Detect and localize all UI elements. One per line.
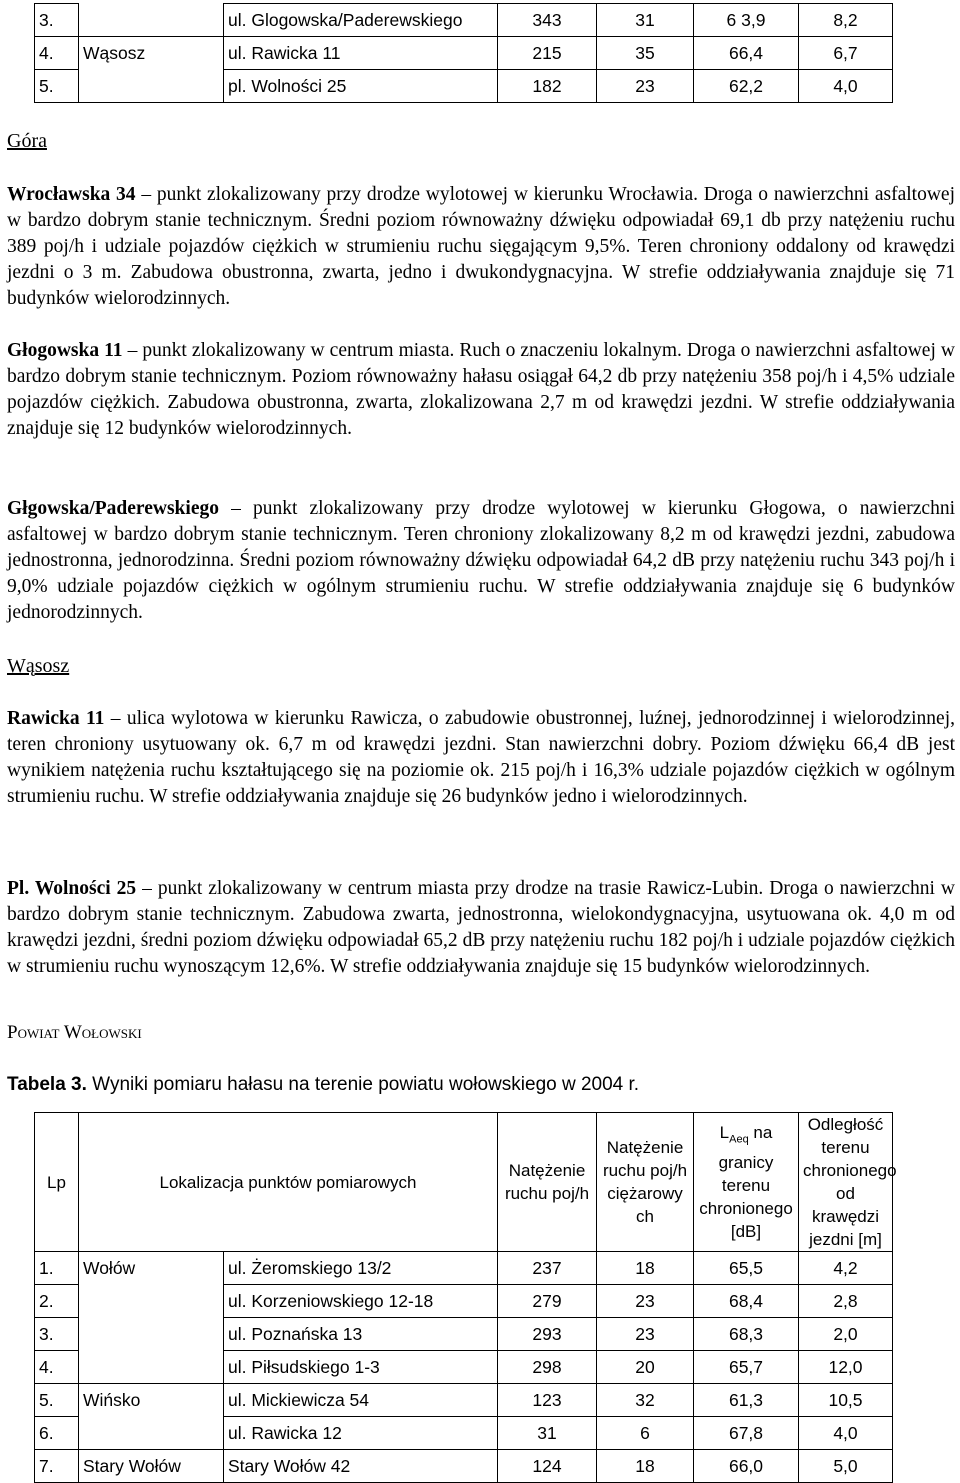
paragraph-text: – ulica wylotowa w kierunku Rawicza, o zabudowie obustronnej, luźnej, jednorodzinnej i wielorodzinnej, teren chroniony usytuowany ok. 6,7 m od krawędzi jezdni. Stan nawierzchni dobry. Poziom dźwięku 66,4 dB jest wynikiem natężenia ruchu kształtującego się na poziomie ok. 215 poj/h i 16,3% udziale pojazdów ciężkich w ogólnym strumieniu ruchu. W strefie oddziaływania znajduje się 26 budynków jedno i wielorodzinnych. xyxy=(7,708,955,807)
location-cell: ul. Rawicka 12 xyxy=(224,1417,498,1450)
lp-cell: 1. xyxy=(35,1252,79,1285)
lp-cell: 3. xyxy=(35,4,79,37)
town-cell xyxy=(79,1318,224,1351)
table-row xyxy=(35,1351,893,1384)
paragraph-glogowska-paderewskiego xyxy=(7,496,955,626)
town-cell xyxy=(79,1351,224,1384)
traffic-cell: 237 xyxy=(498,1252,597,1285)
laeq-cell: 67,8 xyxy=(694,1417,799,1450)
distance-cell: 5,0 xyxy=(799,1450,893,1483)
location-cell: Stary Wołów 42 xyxy=(224,1450,498,1483)
caption-text: Wyniki pomiaru hałasu na terenie powiatu wołowskiego w 2004 r. xyxy=(86,1074,640,1095)
location-cell: pl. Wolności 25 xyxy=(224,70,498,103)
powiat-heading: Powiat Wołowski xyxy=(7,1022,142,1043)
laeq-cell: 6 3,9 xyxy=(694,4,799,37)
header-heavy: Natężenie ruchu poj/h ciężarowy ch xyxy=(597,1113,694,1252)
town-cell xyxy=(79,1417,224,1450)
heavy-cell: 20 xyxy=(597,1351,694,1384)
town-cell: Stary Wołów xyxy=(79,1450,224,1483)
paragraph-rawicka xyxy=(7,706,955,810)
gora-heading: Góra xyxy=(7,130,47,152)
distance-cell: 12,0 xyxy=(799,1351,893,1384)
laeq-cell: 66,4 xyxy=(694,37,799,70)
table-caption xyxy=(7,1074,639,1096)
town-cell: Wińsko xyxy=(79,1384,224,1417)
traffic-cell: 298 xyxy=(498,1351,597,1384)
table-row xyxy=(35,37,893,70)
paragraph-title: Pl. Wolności 25 xyxy=(7,878,137,899)
paragraph-title: Rawicka 11 xyxy=(7,708,105,729)
table-row xyxy=(35,70,893,103)
paragraph-text: – punkt zlokalizowany przy drodze wylotowej w kierunku Głogowa, o nawierzchni asfaltowej w bardzo dobrym stanie technicznym. Teren chroniony zlokalizowany 8,2 m od krawędzi jezdni, zabudowa jednostronna, jednorodzinna. Średni poziom równoważny dźwięku odpowiadał 64,2 dB przy natężeniu ruchu 343 poj/h i 9,0% udziale pojazdów ciężkich w ogólnym strumieniu ruchu. W strefie oddziaływania znajduje się 6 budynków jednorodzinnych. xyxy=(7,498,955,623)
header-lp: Lp xyxy=(35,1113,79,1252)
town-cell xyxy=(79,1285,224,1318)
distance-cell: 4,2 xyxy=(799,1252,893,1285)
laeq-subscript: Aeq xyxy=(729,1133,749,1146)
location-cell: ul. Korzeniowskiego 12-18 xyxy=(224,1285,498,1318)
wolow-measurement-table xyxy=(34,1112,897,1483)
location-cell: ul. Poznańska 13 xyxy=(224,1318,498,1351)
heavy-cell: 23 xyxy=(597,1318,694,1351)
lp-cell: 6. xyxy=(35,1417,79,1450)
location-cell: ul. Glogowska/Paderewskiego xyxy=(224,4,498,37)
distance-cell: 4,0 xyxy=(799,1417,893,1450)
traffic-cell: 293 xyxy=(498,1318,597,1351)
header-row xyxy=(35,1113,893,1252)
paragraph-text: – punkt zlokalizowany przy drodze wylotowej w kierunku Wrocławia. Droga o nawierzchni asfaltowej w bardzo dobrym stanie technicznym. Średni poziom równoważny dźwięku odpowiadał 69,1 db przy natężeniu ruchu 389 poj/h i udziale pojazdów ciężkich w strumieniu ruchu sięgającym 9,5%. Teren chroniony oddalony od krawędzi jezdni o 3 m. Zabudowa obustronna, zwarta, jedno i dwukondygnacyjna. W strefie oddziaływania znajduje się 71 budynków wielorodzinnych. xyxy=(7,184,955,309)
lp-cell: 5. xyxy=(35,70,79,103)
laeq-cell: 62,2 xyxy=(694,70,799,103)
heavy-cell: 31 xyxy=(597,4,694,37)
header-location: Lokalizacja punktów pomiarowych xyxy=(79,1113,498,1252)
header-distance: Odległość terenu chronionego od krawędzi jezdni [m] xyxy=(799,1113,893,1252)
distance-cell: 2,8 xyxy=(799,1285,893,1318)
laeq-cell: 61,3 xyxy=(694,1384,799,1417)
traffic-cell: 123 xyxy=(498,1384,597,1417)
table-row xyxy=(35,1384,893,1417)
heavy-cell: 18 xyxy=(597,1252,694,1285)
traffic-cell: 182 xyxy=(498,70,597,103)
table-row xyxy=(35,1450,893,1483)
heavy-cell: 23 xyxy=(597,1285,694,1318)
wasosz-heading: Wąsosz xyxy=(7,655,70,677)
traffic-cell: 124 xyxy=(498,1450,597,1483)
location-cell: ul. Piłsudskiego 1-3 xyxy=(224,1351,498,1384)
location-cell: ul. Mickiewicza 54 xyxy=(224,1384,498,1417)
paragraph-title: Wrocławska 34 xyxy=(7,184,136,205)
laeq-cell: 68,3 xyxy=(694,1318,799,1351)
lp-cell: 5. xyxy=(35,1384,79,1417)
lp-cell: 4. xyxy=(35,37,79,70)
heavy-cell: 6 xyxy=(597,1417,694,1450)
lp-cell: 4. xyxy=(35,1351,79,1384)
laeq-cell: 65,5 xyxy=(694,1252,799,1285)
heavy-cell: 18 xyxy=(597,1450,694,1483)
distance-cell: 4,0 xyxy=(799,70,893,103)
heavy-cell: 35 xyxy=(597,37,694,70)
location-cell: ul. Rawicka 11 xyxy=(224,37,498,70)
town-cell xyxy=(79,4,224,37)
distance-cell: 10,5 xyxy=(799,1384,893,1417)
paragraph-wroclawska xyxy=(7,182,955,312)
paragraph-glogowska xyxy=(7,338,955,442)
heavy-cell: 23 xyxy=(597,70,694,103)
town-cell: Wołów xyxy=(79,1252,224,1285)
paragraph-title: Głgowska/Paderewskiego xyxy=(7,498,219,519)
lp-cell: 3. xyxy=(35,1318,79,1351)
traffic-cell: 31 xyxy=(498,1417,597,1450)
laeq-symbol: L xyxy=(719,1122,730,1142)
lp-cell: 2. xyxy=(35,1285,79,1318)
top-measurement-table xyxy=(34,3,893,103)
distance-cell: 6,7 xyxy=(799,37,893,70)
traffic-cell: 343 xyxy=(498,4,597,37)
lp-cell: 7. xyxy=(35,1450,79,1483)
paragraph-text: – punkt zlokalizowany w centrum miasta przy drodze na trasie Rawicz-Lubin. Droga o nawierzchni w bardzo dobrym stanie technicznym. Zabudowa zwarta, jednostronna, wielokondygnacyjna, usytuowana ok. 4,0 m od krawędzi jezdni, średni poziom dźwięku odpowiadał 65,2 dB przy natężeniu ruchu 182 poj/h i udziale pojazdów ciężkich w strumieniu ruchu wynoszącym 12,6%. W strefie oddziaływania znajduje się 15 budynków wielorodzinnych. xyxy=(7,878,955,977)
laeq-rest: na granicy terenu chronionego [dB] xyxy=(699,1122,793,1242)
town-cell: Wąsosz xyxy=(79,37,224,70)
traffic-cell: 279 xyxy=(498,1285,597,1318)
laeq-cell: 68,4 xyxy=(694,1285,799,1318)
table-row xyxy=(35,1417,893,1450)
paragraph-text: – punkt zlokalizowany w centrum miasta. Ruch o znaczeniu lokalnym. Droga o nawierzchni asfaltowej w bardzo dobrym stanie technicznym. Poziom równoważny hałasu osiągał 64,2 db przy natężeniu 358 poj/h i 4,5% udziale pojazdów ciężkich. Zabudowa obustronna, zwarta, zlokalizowana 2,7 m od krawędzi jezdni. W strefie oddziaływania znajduje się 12 budynków wielorodzinnych. xyxy=(7,340,955,439)
laeq-cell: 65,7 xyxy=(694,1351,799,1384)
table-row xyxy=(35,1252,893,1285)
heavy-cell: 32 xyxy=(597,1384,694,1417)
paragraph-wolnosci xyxy=(7,876,955,980)
table-row xyxy=(35,4,893,37)
location-cell: ul. Żeromskiego 13/2 xyxy=(224,1252,498,1285)
header-traffic: Natężenie ruchu poj/h xyxy=(498,1113,597,1252)
caption-label: Tabela 3. xyxy=(7,1074,87,1095)
traffic-cell: 215 xyxy=(498,37,597,70)
paragraph-title: Głogowska 11 xyxy=(7,340,123,361)
header-laeq xyxy=(694,1113,799,1252)
town-cell xyxy=(79,70,224,103)
laeq-cell: 66,0 xyxy=(694,1450,799,1483)
distance-cell: 2,0 xyxy=(799,1318,893,1351)
table-row xyxy=(35,1318,893,1351)
table-row xyxy=(35,1285,893,1318)
distance-cell: 8,2 xyxy=(799,4,893,37)
